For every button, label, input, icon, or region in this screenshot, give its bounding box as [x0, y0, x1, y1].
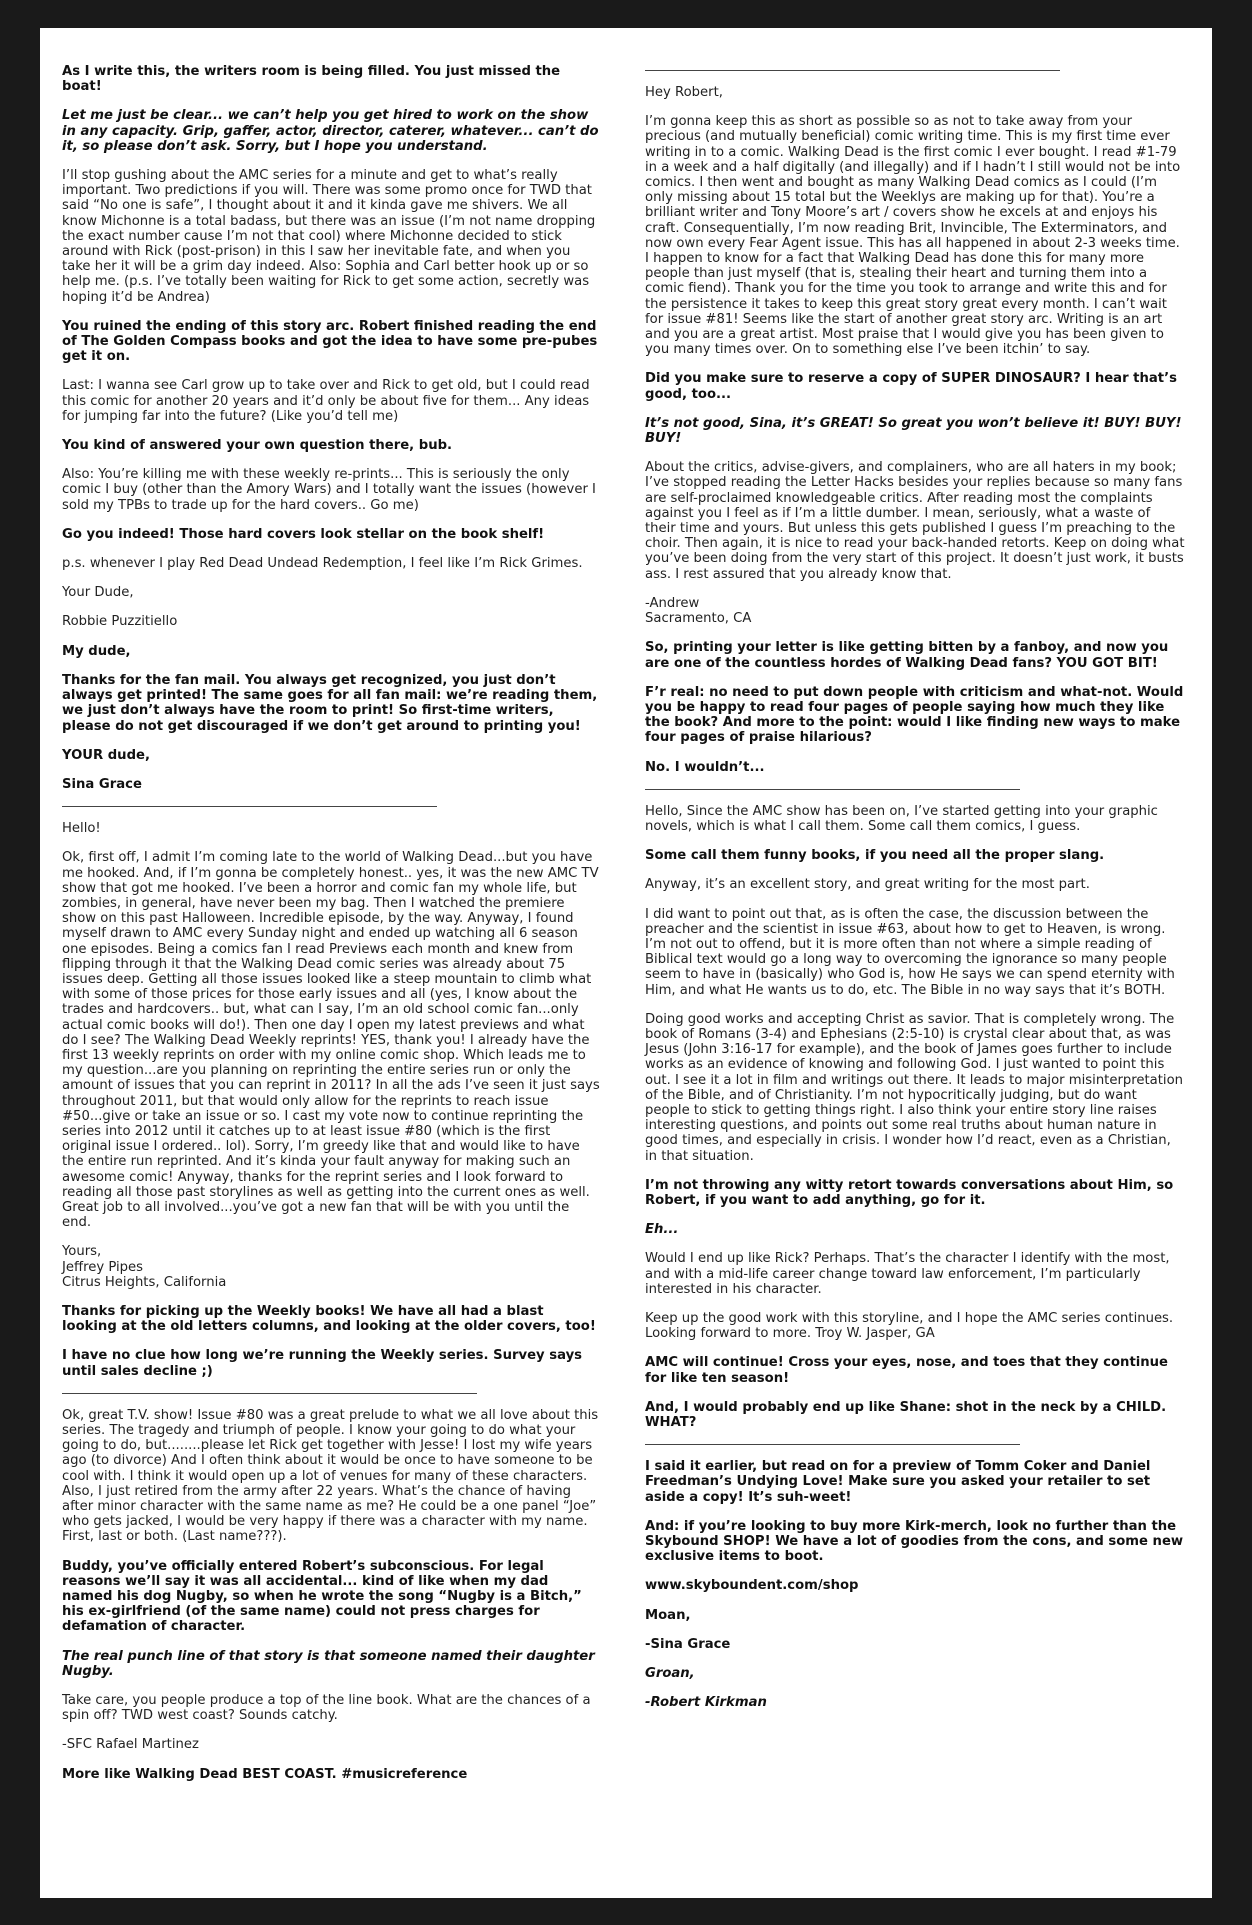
letter-signature: Robbie Puzzitiello — [62, 614, 178, 630]
reply-text: F’r real: no need to put down people with criticism and what-not. Would you be happy to read four pages of people saying how much they like the book? And more to the point: would I like finding new ways to make four pages of praise hilarious? — [645, 684, 1184, 746]
letter-text: I’ll stop gushing about the AMC series for a minute and get to what’s really important. Two predictions if you will. There was some promo once for TWD that said “No one is safe”, I thought about it and it kinda gave me shivers. We all know Michonne is a total badass, but there was an issue (I’m not name dropping the exact number cause I’m not that cool) where Michonne decided to stick around with Rick (post-prison) in this I saw her inevitable fate, and when you take her it will be a grim day indeed. Also: Sophia and Carl better hook up or so help me. (p.s. I’ve totally been waiting for Rick to get some action, secretly was hoping it’d be Andrea) — [62, 168, 596, 305]
reply-text: So, printing your letter is like getting bitten by a fanboy, and now you are one of the countless hordes of Walking Dead fans? YOU GOT BIT! — [645, 640, 1169, 671]
letter-text: Take care, you people produce a top of the line book. What are the chances of a spin off? TWD west coast? Sounds catchy. — [62, 1693, 591, 1724]
letter-text: I’m gonna keep this as short as possible so as not to take away from your precious (and mutually beneficial) comic writing time. This is my first time ever writing in to a comic. Walking Dead is the first comic I ever bought. I read #1-79 in a week and a half digitally (and illegally) and if I hadn’t I still would not be into comics. I then went and bought as many Walking Dead comics as I could (I’m only missing about 15 total but the Weeklys are making up for that). You’re a brilliant writer and Tony Moore’s art / covers show he excels at and enjoys his craft. Consequentially, I’m now reading Brit, Invincible, The Exterminators, and now own every Fear Agent issue. This has all happened in about 2-3 weeks time. I happen to know for a fact that Walking Dead has done this for many more people than just myself (that is, stealing their heart and turning them into a comic fiend). Thank you for the time you took to arrange and write this and for the persistence it takes to keep this great story great every month. I can’t wait for issue #81! Seems like the start of another great story arc. Writing is an art and you are a great artist. Most praise that I would give you has been given to you many times over. On to something else I’ve been itchin’ to say. — [645, 114, 1181, 358]
reply-signoff: Moan, — [645, 1607, 691, 1623]
shop-url: www.skyboundent.com/shop — [645, 1578, 859, 1594]
reply-text: Did you make sure to reserve a copy of SUPER DINOSAUR? I hear that’s good, too... — [645, 371, 1177, 402]
left-column — [62, 64, 602, 1796]
reply-text: As I write this, the writers room is being filled. You just missed the boat! — [62, 64, 561, 95]
reply-text: I’m not throwing any witty retort towards conversations about Him, so Robert, if you want to add anything, go for it. — [645, 1177, 1174, 1208]
reply-text: I said it earlier, but read on for a preview of Tomm Coker and Daniel Freedman’s Undying Love! Make sure you asked your retailer to set aside a copy! It’s suh-weet! — [645, 1459, 1151, 1505]
letter-text: Hello, Since the AMC show has been on, I’ve started getting into your graphic novels, which is what I call them. Some call them comics, I guess. — [645, 803, 1158, 834]
letter-text: Would I end up like Rick? Perhaps. That’s the character I identify with the most, and with a mid-life career change toward law enforcement, I’m particularly interested in his character. — [645, 1251, 1170, 1297]
letter-signature: Jeffrey Pipes — [62, 1259, 144, 1275]
reply-text: You ruined the ending of this story arc. Robert finished reading the end of The Golden Compass books and got the idea to have some pre-pubes get it on. — [62, 318, 598, 365]
reply-signoff: Groan, — [645, 1666, 695, 1682]
letter-signature-block — [645, 596, 1185, 626]
reply-text: Thanks for the fan mail. You always get recognized, you just don’t always get printed! The same goes for all fan mail: we’re reading them, we just don’t always have the room to print! So first-time writers, please do not get discouraged if we don’t get around to printing you! — [62, 672, 598, 734]
divider — [645, 70, 1060, 71]
right-column — [645, 64, 1185, 1724]
reply-text: No. I wouldn’t... — [645, 759, 765, 775]
letter-text: Ok, first off, I admit I’m coming late to the world of Walking Dead...but you have me hooked. And, if I’m gonna be completely honest.. yes, it was the new AMC TV show that got me hooked. I’ve been a horror and comic fan my whole life, but zombies, in general, have never been my bag. Then I watched the premiere show on this past Halloween. Incredible episode, by the way. Anyway, I found myself drawn to AMC every Sunday night and ended up watching all 6 season one episodes. Being a comics fan I read Previews each month and knew from flipping through it that the Walking Dead comic series was already about 75 issues deep. Getting all those issues looked like a steep mountain to climb what with some of those prices for those early issues and all (yes, I know about the trades and hardcovers.. but, what can I say, I’m an old school comic fan...only actual comic books will do!). Then one day I open my latest previews and what do I see? The Walking Dead Weekly reprints! YES, thank you! I already have the first 13 weekly reprints on order with my online comic shop. Which leads me to my question...are you planning on reprinting the entire series run or only the amount of issues that you can reprint in 2011? In all the ads I’ve seen it just says throughout 2011, but that would only allow for the reprints to reach issue #50...give or take an issue or so. I cast my vote now to continue reprinting the series into 2012 until it catches up to at least issue #80 (which is the first original issue I ordered.. lol). Sorry, I’m greedy like that and would like to have the entire run reprinted. And it’s kinda your fault anyway for making such an awesome comic! Anyway, thanks for the reprint series and I look forward to reading all those past storylines as well as getting into the current ones as well. Great job to all involved...you’ve got a new fan that will be with you until the end. — [62, 850, 600, 1231]
letter-text: Last: I wanna see Carl grow up to take over and Rick to get old, but I could read this comic for another 20 years and it’d only be about five for them... Any ideas for jumping far into the future? (Like you’d tell me) — [62, 378, 590, 424]
letter-text: Hey Robert, — [645, 85, 723, 100]
reply-text: Some call them funny books, if you need all the proper slang. — [645, 848, 1105, 864]
letter-location: Sacramento, CA — [645, 611, 752, 627]
divider — [62, 1393, 477, 1394]
letter-signature: -Andrew — [645, 595, 700, 611]
reply-text: Eh... — [645, 1222, 679, 1238]
letter-location: Citrus Heights, California — [62, 1274, 227, 1290]
letter-text: About the critics, advise-givers, and complainers, who are all haters in my book; I’ve stopped reading the Letter Hacks besides your replies because so many fans are self-proclaimed knowledgeable critics. After reading most the complaints against you I feel as if I’m a little dumber. I mean, seriously, what a waste of their time and yours. But unless this gets published I guess I’m preaching to the choir. Then again, it is nice to read your back-handed retorts. Keep on doing what you’ve been doing from the very start of this project. It doesn’t just work, it busts ass. I rest assured that you already know that. — [645, 460, 1185, 582]
reply-signature: -Sina Grace — [645, 1636, 731, 1652]
reply-text: The real punch line of that story is that someone named their daughter Nugby. — [62, 1648, 595, 1679]
divider — [645, 789, 1020, 790]
reply-signature: Sina Grace — [62, 776, 142, 792]
letter-text: I did want to point out that, as is often the case, the discussion between the preacher and the scientist in issue #63, about how to get to Heaven, is wrong. I’m not out to offend, but it is more often than not where a simple reading of Biblical text would go a long way to overcoming the ignorance so many people seem to have in (basically) who God is, how He says we can spend eternity with Him, and what He wants us to do, etc. The Bible in no way says that it’s BOTH. — [645, 906, 1175, 998]
reply-text: Thanks for picking up the Weekly books! We have all had a blast looking at the old letters columns, and looking at the older covers, too! — [62, 1304, 596, 1335]
letter-signature: -SFC Rafael Martinez — [62, 1737, 199, 1753]
reply-text: I have no clue how long we’re running the Weekly series. Survey says until sales decline ;) — [62, 1348, 583, 1379]
letter-text: Ok, great T.V. show! Issue #80 was a great prelude to what we all love about this series. The tragedy and triumph of people. I know your going to do what your going to do, but........please let Rick get together with Jesse! I lost my wife years ago (to divorce) And I often think about it would be once to have someone to be cool with. I think it would open up a lot of venues for many of these characters. Also, I just retired from the army after 22 years. What’s the chance of having after minor character with the same name as me? He could be a one panel “Joe” who gets jacked, I would be very happy if there was a character with my name. First, last or both. (Last name???). — [62, 1407, 599, 1545]
letter-text: Anyway, it’s an excellent story, and great writing for the most part. — [645, 877, 1090, 893]
reply-text: And, I would probably end up like Shane: shot in the neck by a CHILD. WHAT? — [645, 1399, 1167, 1431]
reply-text: Go you indeed! Those hard covers look stellar on the book shelf! — [62, 526, 545, 542]
reply-signature: -Robert Kirkman — [645, 1695, 767, 1711]
letter-text: Keep up the good work with this storyline, and I hope the AMC series continues. Looking forward to more. Troy W. Jasper, GA — [645, 1311, 1174, 1342]
letter-signoff: Yours, — [62, 1244, 102, 1260]
letter-text: Doing good works and accepting Christ as savior. That is completely wrong. The book of Romans (3-4) and Ephesians (2:5-10) is crystal clear about that, as was Jesus (John 3:16-17 for example), and the book of James goes further to include works as an evidence of knowing and following God. I just wanted to point this out. I see it a lot in film and writings out there. It leads to major misinterpretation of the Bible, and of Christianity. I’m not hypocritically judging, but do want people to stick to getting things right. I also think your entire story line raises interesting questions, and points out some real truths about human nature in good times, and especially in crisis. I wonder how I’d react, even as a Christian, in that situation. — [645, 1011, 1184, 1164]
reply-text: You kind of answered your own question there, bub. — [62, 438, 453, 454]
letter-signature-block — [62, 1244, 602, 1290]
reply-text: Buddy, you’ve officially entered Robert’s subconscious. For legal reasons we’ll say it was all accidental... kind of like when my dad named his dog Nugby, so when he wrote the song “Nugby is a Bitch,” his ex-girlfriend (of the same name) could not press charges for defamation of character. — [62, 1558, 582, 1635]
reply-text: And: if you’re looking to buy more Kirk-merch, look no further than the Skybound SHOP! We have a lot of goodies from the cons, and some new exclusive items to boot. — [645, 1518, 1184, 1565]
divider — [645, 1444, 1020, 1445]
reply-text: It’s not good, Sina, it’s GREAT! So great you won’t believe it! BUY! BUY! BUY! — [645, 415, 1182, 447]
reply-text: Let me just be clear... we can’t help you get hired to work on the show in any capacity. Grip, gaffer, actor, director, caterer, whatever... can’t do it, so please don’t ask. Sorry, but I hope you understand. — [62, 108, 599, 154]
letters-page — [40, 28, 1212, 1898]
reply-signoff: YOUR dude, — [62, 747, 150, 763]
reply-text: AMC will continue! Cross your eyes, nose, and toes that they continue for like ten season! — [645, 1355, 1168, 1386]
reply-text: My dude, — [62, 643, 131, 659]
letter-text: Also: You’re killing me with these weekly re-prints... This is seriously the only comic I buy (other than the Amory Wars) and I totally want the issues (however I sold my TPBs to trade up for the hard covers.. Go me) — [62, 467, 596, 513]
letter-text: p.s. whenever I play Red Dead Undead Redemption, I feel like I’m Rick Grimes. — [62, 556, 583, 572]
reply-text: More like Walking Dead BEST COAST. #musicreference — [62, 1766, 468, 1782]
divider — [62, 806, 437, 807]
letter-signoff: Your Dude, — [62, 585, 134, 601]
letter-text: Hello! — [62, 821, 101, 837]
